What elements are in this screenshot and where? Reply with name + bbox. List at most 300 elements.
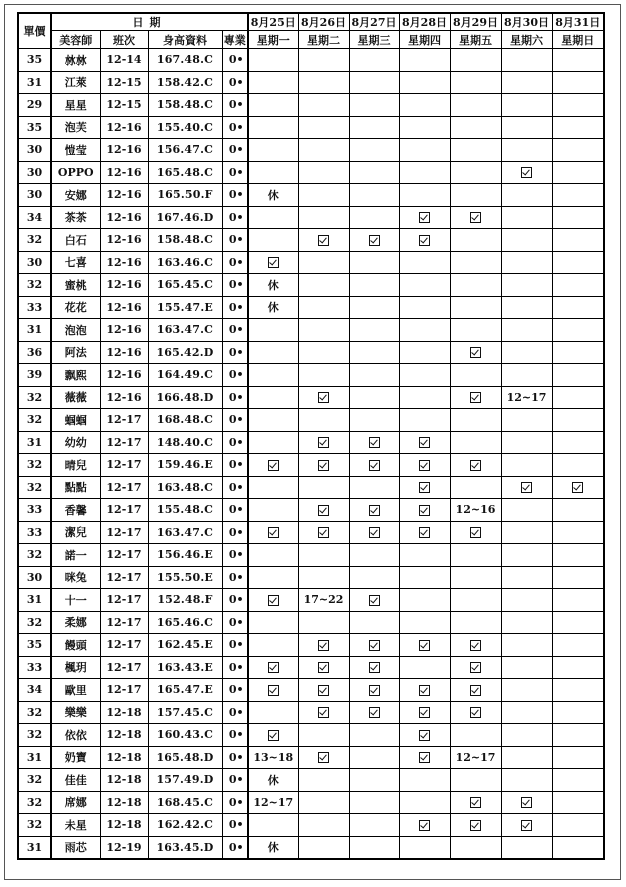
major-cell: 0• [222,454,248,477]
beautician-name-cell: 花花 [51,296,100,319]
table-row [18,814,604,837]
checkbox-checked-icon [318,392,329,403]
day-cell-wed [349,364,399,387]
beautician-name-cell: OPPO [51,161,100,184]
day-cell-sun [552,296,604,319]
shift-cell: 12-16 [100,229,148,252]
day-cell-wed [349,161,399,184]
day-cell-wed [349,544,399,567]
price-cell: 31 [18,431,51,454]
price-cell: 35 [18,49,51,72]
table-row [18,184,604,207]
checkbox-checked-icon [318,460,329,471]
size-cell: 165.46.C [148,611,222,634]
day-cell-wed [349,611,399,634]
price-cell: 30 [18,161,51,184]
checkbox-checked-icon [369,460,380,471]
day-cell-sun [552,116,604,139]
beautician-name-cell: 白石 [51,229,100,252]
day-cell-thu [399,566,450,589]
checkbox-checked-icon [318,505,329,516]
price-cell: 35 [18,634,51,657]
major-cell: 0• [222,341,248,364]
beautician-name-cell: 潔兒 [51,521,100,544]
beautician-name-cell: 七喜 [51,251,100,274]
day-cell-sat [501,499,552,522]
day-cell-thu [399,724,450,747]
day-cell-sun [552,476,604,499]
table-row [18,319,604,342]
price-cell: 31 [18,836,51,859]
table-row [18,139,604,162]
day-cell-fri [450,184,501,207]
shift-cell: 12-17 [100,611,148,634]
checkbox-checked-icon [318,437,329,448]
checkbox-checked-icon [419,482,430,493]
day-cell-thu [399,746,450,769]
price-cell: 33 [18,296,51,319]
day-cell-sun [552,229,604,252]
size-cell: 166.48.D [148,386,222,409]
checkbox-checked-icon [369,662,380,673]
day-cell-sat [501,229,552,252]
day-cell-fri [450,364,501,387]
day-cell-mon: 休 [248,296,298,319]
checkbox-checked-icon [470,707,481,718]
major-cell: 0• [222,409,248,432]
weekday-header-sun: 星期日 [552,31,604,49]
checkbox-checked-icon [419,685,430,696]
checkbox-checked-icon [470,685,481,696]
day-cell-fri [450,769,501,792]
checkbox-checked-icon [369,527,380,538]
price-cell: 30 [18,566,51,589]
checkbox-checked-icon [419,437,430,448]
price-cell: 32 [18,791,51,814]
day-cell-sun [552,521,604,544]
checkbox-checked-icon [268,685,279,696]
day-cell-sat [501,116,552,139]
size-cell: 165.42.D [148,341,222,364]
price-cell: 31 [18,71,51,94]
day-cell-wed [349,319,399,342]
shift-cell: 12-18 [100,769,148,792]
day-cell-mon [248,611,298,634]
major-cell: 0• [222,386,248,409]
day-cell-tue [298,49,349,72]
day-cell-fri [450,71,501,94]
major-cell: 0• [222,769,248,792]
beautician-name-cell: 阿法 [51,341,100,364]
price-cell: 30 [18,184,51,207]
checkbox-checked-icon [268,257,279,268]
day-cell-fri [450,566,501,589]
day-cell-sat [501,521,552,544]
size-cell: 148.40.C [148,431,222,454]
day-cell-thu [399,701,450,724]
beautician-name-cell: 安娜 [51,184,100,207]
day-cell-thu [399,49,450,72]
checkbox-checked-icon [318,685,329,696]
day-cell-mon [248,251,298,274]
checkbox-checked-icon [470,797,481,808]
table-row [18,71,604,94]
day-cell-mon [248,229,298,252]
size-cell: 155.48.C [148,499,222,522]
day-cell-fri [450,791,501,814]
shift-cell: 12-18 [100,701,148,724]
day-cell-sun [552,341,604,364]
table-row [18,589,604,612]
header-column-row [18,31,604,49]
shift-cell: 12-17 [100,454,148,477]
day-cell-tue [298,454,349,477]
checkbox-checked-icon [470,640,481,651]
major-cell: 0• [222,611,248,634]
table-row [18,769,604,792]
day-cell-mon [248,701,298,724]
checkbox-checked-icon [419,820,430,831]
beautician-name-cell: 咪兔 [51,566,100,589]
checkbox-checked-icon [419,707,430,718]
beautician-name-cell: 饅頭 [51,634,100,657]
date-header-sat: 8月30日 [501,13,552,31]
day-cell-mon: 休 [248,769,298,792]
day-cell-thu [399,814,450,837]
day-cell-sat [501,634,552,657]
day-cell-sun [552,656,604,679]
checkbox-checked-icon [419,460,430,471]
table-row [18,116,604,139]
beautician-name-cell: 未星 [51,814,100,837]
day-cell-fri [450,544,501,567]
price-cell: 32 [18,274,51,297]
shift-cell: 12-19 [100,836,148,859]
table-row [18,161,604,184]
size-cell: 162.42.C [148,814,222,837]
major-cell: 0• [222,836,248,859]
shift-cell: 12-16 [100,296,148,319]
checkbox-checked-icon [318,235,329,246]
beautician-name-cell: 席娜 [51,791,100,814]
shift-cell: 12-17 [100,431,148,454]
size-cell: 165.47.E [148,679,222,702]
size-cell: 165.50.F [148,184,222,207]
shift-cell: 12-17 [100,409,148,432]
day-cell-wed [349,836,399,859]
beautician-name-cell: 樂樂 [51,701,100,724]
day-cell-wed [349,634,399,657]
shift-cell: 12-17 [100,476,148,499]
day-cell-fri [450,409,501,432]
day-cell-mon [248,454,298,477]
day-cell-thu [399,386,450,409]
beautician-name-cell: 蜜桃 [51,274,100,297]
size-cell: 167.48.C [148,49,222,72]
day-cell-wed [349,251,399,274]
day-cell-fri [450,476,501,499]
table-row [18,341,604,364]
day-cell-sat [501,274,552,297]
date-header-tue: 8月26日 [298,13,349,31]
checkbox-checked-icon [419,235,430,246]
day-cell-fri [450,274,501,297]
day-cell-sat [501,364,552,387]
day-cell-sat [501,319,552,342]
day-cell-fri [450,139,501,162]
checkbox-checked-icon [268,662,279,673]
table-row [18,364,604,387]
checkbox-checked-icon [318,662,329,673]
day-cell-sat [501,49,552,72]
major-cell: 0• [222,566,248,589]
day-cell-tue [298,206,349,229]
shift-cell: 12-17 [100,566,148,589]
major-cell: 0• [222,184,248,207]
major-cell: 0• [222,229,248,252]
day-cell-fri [450,521,501,544]
size-cell: 160.43.C [148,724,222,747]
beautician-name-cell: 泡芙 [51,116,100,139]
day-cell-thu [399,769,450,792]
day-cell-wed [349,454,399,477]
day-cell-mon [248,521,298,544]
day-cell-wed [349,341,399,364]
size-cell: 165.48.D [148,746,222,769]
shift-cell: 12-16 [100,319,148,342]
size-cell: 158.48.C [148,229,222,252]
day-cell-sun [552,206,604,229]
table-row [18,611,604,634]
major-header: 專業 [222,31,248,49]
shift-cell: 12-16 [100,184,148,207]
day-cell-tue [298,161,349,184]
day-cell-tue [298,769,349,792]
beautician-name-cell: 泡泡 [51,319,100,342]
checkbox-checked-icon [369,640,380,651]
day-cell-tue [298,566,349,589]
checkbox-checked-icon [470,460,481,471]
day-cell-mon: 休 [248,184,298,207]
table-row [18,206,604,229]
checkbox-checked-icon [268,730,279,741]
table-row [18,521,604,544]
header-date-row [18,13,604,31]
day-cell-tue: 17~22 [298,589,349,612]
major-cell: 0• [222,116,248,139]
day-cell-tue [298,94,349,117]
day-cell-fri [450,611,501,634]
price-cell: 32 [18,769,51,792]
day-cell-thu [399,679,450,702]
day-cell-wed [349,724,399,747]
size-cell: 163.47.C [148,521,222,544]
day-cell-mon [248,409,298,432]
day-cell-mon: 休 [248,274,298,297]
day-cell-tue [298,71,349,94]
day-cell-thu [399,544,450,567]
checkbox-checked-icon [369,595,380,606]
day-cell-mon [248,656,298,679]
size-cell: 163.43.E [148,656,222,679]
weekday-header-wed: 星期三 [349,31,399,49]
day-cell-wed [349,656,399,679]
beautician-name-cell: 飘熙 [51,364,100,387]
beautician-name-cell: 歐里 [51,679,100,702]
shift-cell: 12-18 [100,746,148,769]
checkbox-checked-icon [521,167,532,178]
day-cell-tue [298,521,349,544]
day-cell-wed [349,274,399,297]
day-cell-wed [349,49,399,72]
price-cell: 32 [18,476,51,499]
shift-cell: 12-15 [100,94,148,117]
day-cell-wed [349,566,399,589]
checkbox-checked-icon [318,640,329,651]
checkbox-checked-icon [572,482,583,493]
shift-cell: 12-18 [100,814,148,837]
price-cell: 31 [18,319,51,342]
price-cell: 34 [18,206,51,229]
size-header: 身高資料 [148,31,222,49]
major-cell: 0• [222,701,248,724]
major-cell: 0• [222,544,248,567]
day-cell-thu [399,274,450,297]
date-label-header: 日期 [51,13,248,31]
price-cell: 32 [18,611,51,634]
day-cell-mon [248,499,298,522]
shift-header: 班次 [100,31,148,49]
day-cell-wed [349,521,399,544]
table-row [18,836,604,859]
schedule-table [17,12,605,860]
day-cell-wed [349,71,399,94]
day-cell-sat [501,611,552,634]
day-cell-wed [349,184,399,207]
day-cell-fri [450,814,501,837]
day-cell-tue [298,656,349,679]
day-cell-sun [552,319,604,342]
size-cell: 163.45.D [148,836,222,859]
date-header-wed: 8月27日 [349,13,399,31]
major-cell: 0• [222,746,248,769]
day-cell-wed [349,431,399,454]
size-cell: 159.46.E [148,454,222,477]
table-row [18,274,604,297]
day-cell-wed [349,791,399,814]
day-cell-sun [552,274,604,297]
day-cell-wed [349,814,399,837]
beautician-name-cell: 江萊 [51,71,100,94]
day-cell-sat [501,431,552,454]
checkbox-checked-icon [369,437,380,448]
day-cell-wed [349,409,399,432]
day-cell-sat [501,296,552,319]
day-cell-tue [298,431,349,454]
major-cell: 0• [222,521,248,544]
table-row [18,656,604,679]
shift-cell: 12-16 [100,116,148,139]
beautician-name-cell: 蝈蝈 [51,409,100,432]
shift-cell: 12-17 [100,544,148,567]
day-cell-tue [298,791,349,814]
day-cell-wed [349,769,399,792]
price-cell: 33 [18,656,51,679]
day-cell-thu [399,184,450,207]
shift-cell: 12-16 [100,161,148,184]
table-row [18,251,604,274]
day-cell-sat [501,544,552,567]
size-cell: 155.47.E [148,296,222,319]
day-cell-sat [501,341,552,364]
beautician-name-cell: 依依 [51,724,100,747]
major-cell: 0• [222,634,248,657]
day-cell-fri [450,49,501,72]
size-cell: 162.45.E [148,634,222,657]
day-cell-wed [349,701,399,724]
weekday-header-fri: 星期五 [450,31,501,49]
day-cell-tue [298,184,349,207]
checkbox-checked-icon [369,685,380,696]
beautician-name-cell: 柔娜 [51,611,100,634]
beautician-name-cell: 沝沝 [51,49,100,72]
major-cell: 0• [222,679,248,702]
beautician-name-cell: 愷莹 [51,139,100,162]
day-cell-mon [248,116,298,139]
shift-cell: 12-16 [100,139,148,162]
major-cell: 0• [222,206,248,229]
day-cell-tue [298,116,349,139]
size-cell: 155.50.E [148,566,222,589]
major-cell: 0• [222,274,248,297]
price-cell: 32 [18,724,51,747]
date-header-sun: 8月31日 [552,13,604,31]
checkbox-checked-icon [419,505,430,516]
day-cell-wed [349,476,399,499]
day-cell-thu [399,319,450,342]
shift-cell: 12-14 [100,49,148,72]
day-cell-fri: 12~16 [450,499,501,522]
day-cell-mon [248,49,298,72]
day-cell-fri [450,431,501,454]
day-cell-sun [552,791,604,814]
checkbox-checked-icon [318,707,329,718]
beautician-name-cell: 香馨 [51,499,100,522]
major-cell: 0• [222,724,248,747]
beautician-name-cell: 十一 [51,589,100,612]
day-cell-thu [399,341,450,364]
price-cell: 32 [18,701,51,724]
major-cell: 0• [222,251,248,274]
beautician-name-cell: 佳佳 [51,769,100,792]
checkbox-checked-icon [470,662,481,673]
checkbox-checked-icon [369,505,380,516]
day-cell-sat [501,589,552,612]
major-cell: 0• [222,656,248,679]
day-cell-sat [501,161,552,184]
day-cell-sat: 12~17 [501,386,552,409]
beautician-name-cell: 星星 [51,94,100,117]
day-cell-fri [450,454,501,477]
table-row [18,634,604,657]
day-cell-fri [450,589,501,612]
day-cell-sat [501,566,552,589]
day-cell-thu [399,521,450,544]
price-cell: 32 [18,814,51,837]
day-cell-thu [399,791,450,814]
day-cell-sun [552,589,604,612]
day-cell-fri [450,386,501,409]
